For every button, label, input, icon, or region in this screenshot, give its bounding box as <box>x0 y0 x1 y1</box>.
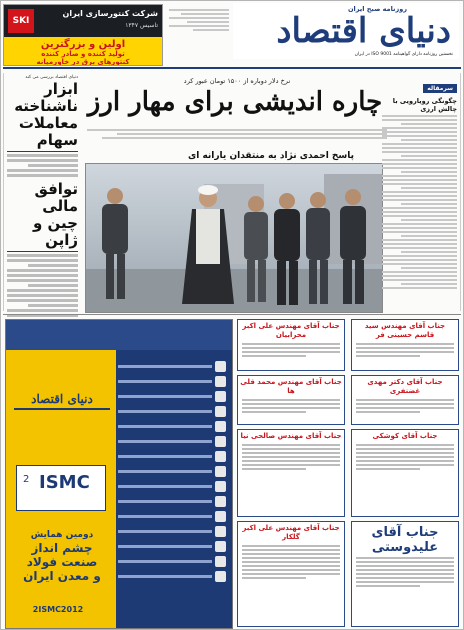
main-headline[interactable]: چاره اندیشی برای مهار ارز <box>87 87 383 117</box>
sponsor-row <box>118 495 226 508</box>
divider <box>7 151 78 152</box>
notice-grid <box>237 319 461 629</box>
conference-year: 2ISMC2012 <box>32 605 84 614</box>
conference-line-3: و معدن ایران <box>23 569 101 583</box>
text-line <box>7 254 78 257</box>
section-divider <box>3 314 461 315</box>
notice-card[interactable] <box>351 375 459 425</box>
sponsor-row <box>118 570 226 583</box>
notice-card-featured[interactable] <box>351 521 459 627</box>
text-line <box>7 269 78 272</box>
sponsor-row <box>118 555 226 568</box>
notice-title: جناب آقای مهندس علی اکبر گلکار <box>242 524 340 541</box>
text-line <box>7 274 78 277</box>
divider <box>7 251 78 252</box>
main-lede <box>87 121 387 149</box>
text-line <box>7 309 78 312</box>
left-column <box>3 73 81 311</box>
sponsor-row <box>118 480 226 493</box>
notice-card[interactable] <box>351 319 459 371</box>
left-headline-1[interactable]: ابزار ناشناخته معاملات سهام <box>14 80 78 149</box>
advert-since: تاسیس ۱۳۴۷ <box>125 22 158 29</box>
notice-card[interactable] <box>237 429 345 517</box>
text-line <box>7 174 78 177</box>
text-line <box>28 284 78 287</box>
sponsor-list <box>118 360 226 585</box>
notice-card[interactable] <box>237 521 345 627</box>
notice-title: جناب آقای مهندس صالحی نیا <box>240 432 342 440</box>
notice-title: جناب آقای کوشکی <box>372 432 438 440</box>
notice-title: جناب آقای دکتر مهدی غضنفری <box>367 378 443 395</box>
right-column <box>379 73 461 311</box>
notice-title: جناب آقای مهندس محمد قلی ها <box>240 378 342 395</box>
ismc-logo <box>16 465 106 511</box>
text-line <box>7 169 78 172</box>
advert-company: شرکت کنتورسازی ایران <box>62 9 158 18</box>
masthead-divider <box>3 67 461 69</box>
notice-title: جناب آقای مهندس سید قاسم حسینی فر <box>364 322 446 339</box>
text-line <box>7 159 78 162</box>
ismc-number: 2 <box>23 474 30 485</box>
conference-advert[interactable] <box>5 319 233 629</box>
sponsor-row <box>118 420 226 433</box>
text-line <box>7 294 78 297</box>
masthead-subtitle: روزنامه صبح ایران <box>347 5 407 13</box>
section-label: سرمقاله <box>423 84 457 93</box>
sponsor-row <box>118 510 226 523</box>
main-subhead[interactable]: پاسخ احمدی نژاد به منتقدان یارانه ای <box>187 151 355 161</box>
text-line <box>28 164 78 167</box>
masthead <box>233 3 459 59</box>
conference-line-2: چشم انداز صنعت فولاد <box>26 541 98 569</box>
sponsor-row <box>118 525 226 538</box>
sponsor-row <box>118 465 226 478</box>
masthead-title: دنیای اقتصاد <box>276 11 451 51</box>
left-headline-2[interactable]: توافق مالی چین و ژاپن <box>33 180 78 249</box>
advert-line-1: اولین و بزرگترین <box>40 39 126 50</box>
issue-info <box>169 7 229 67</box>
photo-illustration <box>85 164 382 313</box>
advert-band <box>5 320 232 350</box>
sponsor-row <box>118 360 226 373</box>
notice-card[interactable] <box>237 319 345 371</box>
text-line <box>7 154 78 157</box>
text-line <box>28 264 78 267</box>
masthead-tagline: نخستین روزنامه دارای گواهینامه ISO 9001 در ایران <box>354 52 453 57</box>
left-kicker: دنیای اقتصاد بررسی می کند <box>25 75 78 80</box>
text-line <box>28 304 78 307</box>
advert-paper-logo: دنیای اقتصاد <box>14 388 110 410</box>
sponsor-row <box>118 405 226 418</box>
advert-logo: SKI <box>8 9 34 33</box>
sponsor-row <box>118 450 226 463</box>
text-line <box>7 299 78 302</box>
sponsor-row <box>118 435 226 448</box>
notice-title: جناب آقای مهندس علی اکبر محرابیان <box>242 322 340 339</box>
top-advert[interactable] <box>3 4 163 66</box>
sponsor-row <box>118 375 226 388</box>
advert-line-3: کنتورهای برق در خاورمیانه <box>36 58 130 66</box>
conference-line-1: دومین همایش <box>30 530 94 540</box>
advert-body <box>4 37 162 66</box>
advert-header <box>4 5 162 37</box>
editorial-title[interactable]: چگونگی رویارویی با چالش ارزی <box>392 97 457 113</box>
ismc-text: ISMC <box>39 472 90 493</box>
conference-title <box>12 530 112 583</box>
sponsor-row <box>118 540 226 553</box>
advert-line-2: تولید کننده و صادر کننده <box>41 50 125 58</box>
main-photo <box>85 163 383 313</box>
text-line <box>7 259 78 262</box>
main-kicker: نرخ دلار دوباره از ۱۵۰۰ تومان عبور کرد <box>183 77 291 85</box>
text-line <box>7 289 78 292</box>
notice-title: جناب آقای علیدوستی <box>371 525 439 555</box>
text-line <box>7 279 78 282</box>
notice-card[interactable] <box>351 429 459 517</box>
sponsor-row <box>118 390 226 403</box>
notice-card[interactable] <box>237 375 345 425</box>
